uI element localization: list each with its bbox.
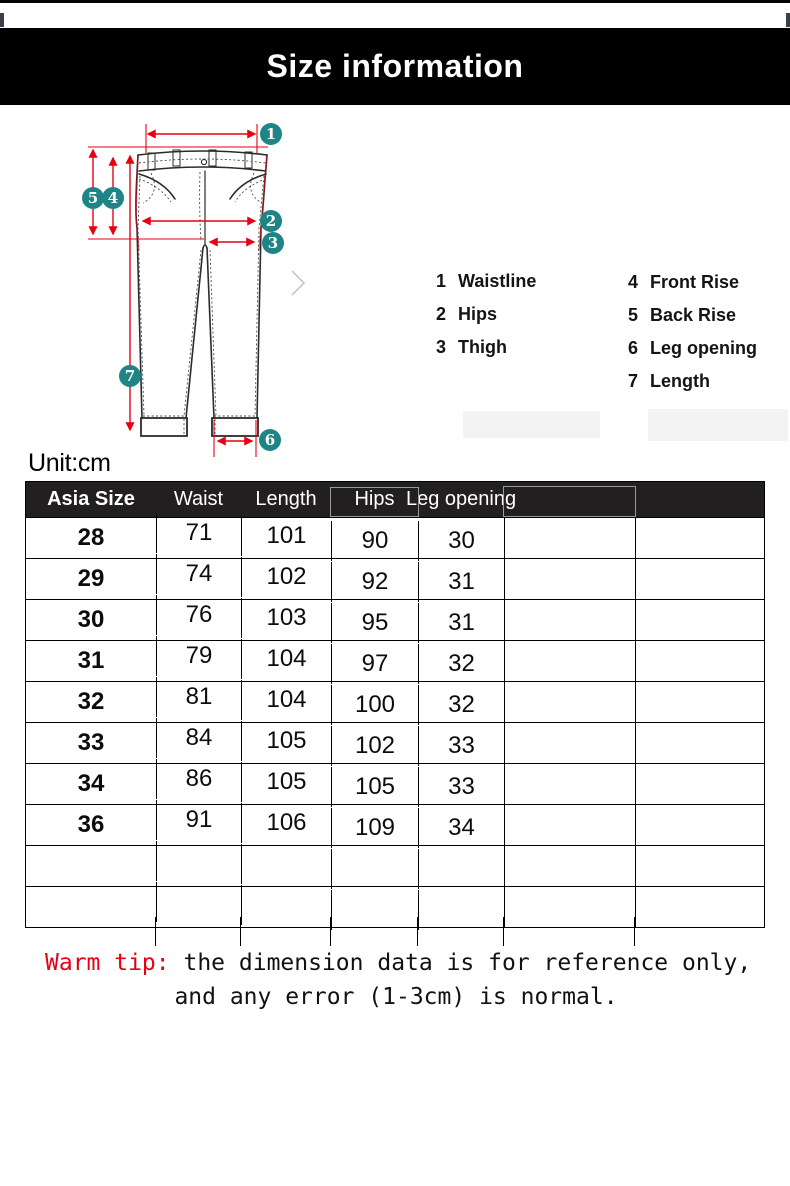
legend-item-number: 2 bbox=[436, 304, 447, 324]
table-cell: 33 bbox=[418, 726, 504, 766]
size-table-body bbox=[26, 517, 764, 927]
legend-item bbox=[436, 304, 536, 325]
table-cell bbox=[504, 846, 635, 886]
table-cell: 105 bbox=[241, 762, 331, 802]
table-cell: 81 bbox=[156, 677, 241, 717]
callout-2-icon bbox=[260, 210, 282, 232]
legend-item-number: 1 bbox=[436, 271, 447, 291]
callout-7-icon bbox=[119, 365, 141, 387]
svg-text:1: 1 bbox=[265, 125, 277, 143]
warm-tip-line1 bbox=[45, 946, 752, 980]
svg-text:4: 4 bbox=[107, 189, 119, 207]
legend-item-number: 5 bbox=[628, 305, 639, 325]
table-cell: 104 bbox=[241, 639, 331, 679]
warm-tip bbox=[45, 946, 752, 1014]
table-cell bbox=[331, 849, 418, 889]
table-cell bbox=[635, 518, 764, 558]
table-cell bbox=[635, 559, 764, 599]
legend-item-label: Back Rise bbox=[650, 305, 737, 325]
table-cell bbox=[504, 641, 635, 681]
table-cell bbox=[26, 846, 156, 886]
table-cell bbox=[156, 882, 241, 922]
legend-item-number: 6 bbox=[628, 338, 639, 358]
top-divider bbox=[0, 0, 790, 3]
legend-item-label: Waistline bbox=[458, 271, 537, 291]
table-cell bbox=[504, 805, 635, 845]
table-stub-line bbox=[503, 917, 504, 946]
table-cell bbox=[331, 890, 418, 930]
table-cell: 36 bbox=[77, 811, 105, 838]
table-cell: 105 bbox=[331, 767, 418, 807]
legend-item-label: Front Rise bbox=[650, 272, 740, 292]
table-cell: 84 bbox=[156, 718, 241, 758]
right-edge-mark bbox=[786, 13, 790, 27]
legend-item bbox=[628, 305, 757, 326]
svg-text:6: 6 bbox=[264, 431, 276, 449]
table-cell bbox=[504, 887, 635, 927]
next-arrow-icon[interactable] bbox=[292, 271, 304, 295]
table-cell: 104 bbox=[241, 680, 331, 720]
table-cell: 105 bbox=[241, 721, 331, 761]
header-cell: Leg opening bbox=[405, 488, 517, 510]
table-cell: 92 bbox=[331, 562, 418, 602]
table-cell: 86 bbox=[156, 759, 241, 799]
table-cell: 101 bbox=[241, 516, 331, 556]
table-cell: 97 bbox=[331, 644, 418, 684]
table-cell: 30 bbox=[418, 521, 504, 561]
table-cell: 32 bbox=[77, 688, 105, 715]
legend-item bbox=[628, 272, 757, 293]
table-stub-line bbox=[634, 917, 635, 946]
pants-outline bbox=[136, 150, 267, 436]
table-cell bbox=[504, 764, 635, 804]
left-edge-mark bbox=[0, 13, 4, 27]
table-cell bbox=[504, 723, 635, 763]
table-row bbox=[26, 517, 764, 558]
table-cell: 33 bbox=[77, 729, 105, 756]
table-cell bbox=[26, 887, 156, 927]
faint-placeholder-block bbox=[463, 411, 600, 438]
legend-item bbox=[436, 337, 536, 358]
warm-tip-label: Warm tip: bbox=[45, 950, 170, 976]
legend-left-column bbox=[436, 271, 536, 370]
table-row bbox=[26, 886, 764, 927]
table-cell: 106 bbox=[241, 803, 331, 843]
table-cell: 32 bbox=[418, 644, 504, 684]
table-cell: 33 bbox=[418, 767, 504, 807]
table-row bbox=[26, 681, 764, 722]
legend-item bbox=[628, 371, 757, 392]
warm-tip-text1: the dimension data is for reference only, bbox=[183, 950, 752, 976]
table-cell bbox=[504, 518, 635, 558]
svg-text:7: 7 bbox=[124, 367, 136, 385]
table-row bbox=[26, 763, 764, 804]
legend-item-label: Length bbox=[650, 371, 710, 391]
legend-item-label: Leg opening bbox=[650, 338, 757, 358]
table-cell bbox=[635, 682, 764, 722]
table-cell bbox=[418, 849, 504, 889]
table-cell bbox=[156, 841, 241, 881]
table-cell bbox=[504, 682, 635, 722]
table-cell bbox=[241, 844, 331, 884]
callout-4-icon bbox=[102, 187, 124, 209]
table-cell bbox=[504, 600, 635, 640]
legend-item bbox=[628, 338, 757, 359]
table-cell: 31 bbox=[418, 603, 504, 643]
table-stub-line bbox=[155, 917, 156, 946]
table-cell: 95 bbox=[331, 603, 418, 643]
table-cell: 29 bbox=[77, 565, 105, 592]
header-overlay-box-empty bbox=[503, 486, 636, 517]
table-cell: 102 bbox=[331, 726, 418, 766]
table-cell: 79 bbox=[156, 636, 241, 676]
callout-1-icon bbox=[260, 123, 282, 145]
table-cell bbox=[635, 764, 764, 804]
table-cell bbox=[635, 600, 764, 640]
header-overlay-box-hips bbox=[330, 487, 419, 517]
table-cell: 91 bbox=[156, 800, 241, 840]
section-banner bbox=[0, 28, 790, 105]
table-cell bbox=[241, 885, 331, 925]
header-cell: Asia Size bbox=[47, 488, 135, 510]
table-cell: 28 bbox=[77, 524, 105, 551]
table-cell: 34 bbox=[418, 808, 504, 848]
legend-item-number: 4 bbox=[628, 272, 639, 292]
table-cell bbox=[635, 846, 764, 886]
faint-placeholder-block bbox=[648, 409, 788, 441]
svg-text:2: 2 bbox=[265, 212, 277, 230]
legend-item-label: Hips bbox=[458, 304, 498, 324]
table-stub-line bbox=[240, 917, 241, 946]
table-cell: 30 bbox=[77, 606, 105, 633]
svg-text:5: 5 bbox=[87, 189, 99, 207]
pants-stitching bbox=[138, 159, 266, 435]
table-cell: 90 bbox=[331, 521, 418, 561]
table-cell: 31 bbox=[77, 647, 105, 674]
page-title: Size information bbox=[266, 48, 524, 84]
table-row bbox=[26, 804, 764, 845]
legend-right-column bbox=[628, 272, 757, 404]
table-cell bbox=[635, 887, 764, 927]
legend-item-number: 3 bbox=[436, 337, 447, 357]
table-cell: 109 bbox=[331, 808, 418, 848]
table-cell bbox=[635, 723, 764, 763]
size-table bbox=[25, 481, 765, 928]
warm-tip-line2: and any error (1-3cm) is normal. bbox=[174, 984, 618, 1010]
unit-label: Unit:cm bbox=[28, 449, 111, 477]
dimension-lines bbox=[88, 124, 268, 457]
legend-item-label: Thigh bbox=[458, 337, 507, 357]
header-cell bbox=[635, 482, 764, 517]
table-stub-line bbox=[417, 917, 418, 946]
table-row bbox=[26, 599, 764, 640]
table-cell bbox=[635, 641, 764, 681]
table-cell: 34 bbox=[77, 770, 105, 797]
callout-6-icon bbox=[259, 429, 281, 451]
table-cell: 32 bbox=[418, 685, 504, 725]
legend-item-number: 7 bbox=[628, 371, 639, 391]
header-cell: Hips bbox=[354, 488, 395, 510]
table-row bbox=[26, 845, 764, 886]
table-row bbox=[26, 558, 764, 599]
table-row bbox=[26, 722, 764, 763]
table-cell: 31 bbox=[418, 562, 504, 602]
table-cell bbox=[504, 559, 635, 599]
table-cell: 103 bbox=[241, 598, 331, 638]
header-cell: Waist bbox=[173, 488, 224, 510]
table-cell: 71 bbox=[156, 513, 241, 553]
table-cell: 74 bbox=[156, 554, 241, 594]
table-cell bbox=[635, 805, 764, 845]
header-cell: Length bbox=[255, 488, 317, 510]
table-stub-line bbox=[330, 917, 331, 946]
table-cell bbox=[418, 890, 504, 930]
callout-5-icon bbox=[82, 187, 104, 209]
table-cell: 100 bbox=[331, 685, 418, 725]
callout-3-icon bbox=[262, 232, 284, 254]
table-cell: 102 bbox=[241, 557, 331, 597]
table-cell: 76 bbox=[156, 595, 241, 635]
legend-item bbox=[436, 271, 536, 292]
table-row bbox=[26, 640, 764, 681]
svg-text:3: 3 bbox=[267, 234, 279, 252]
